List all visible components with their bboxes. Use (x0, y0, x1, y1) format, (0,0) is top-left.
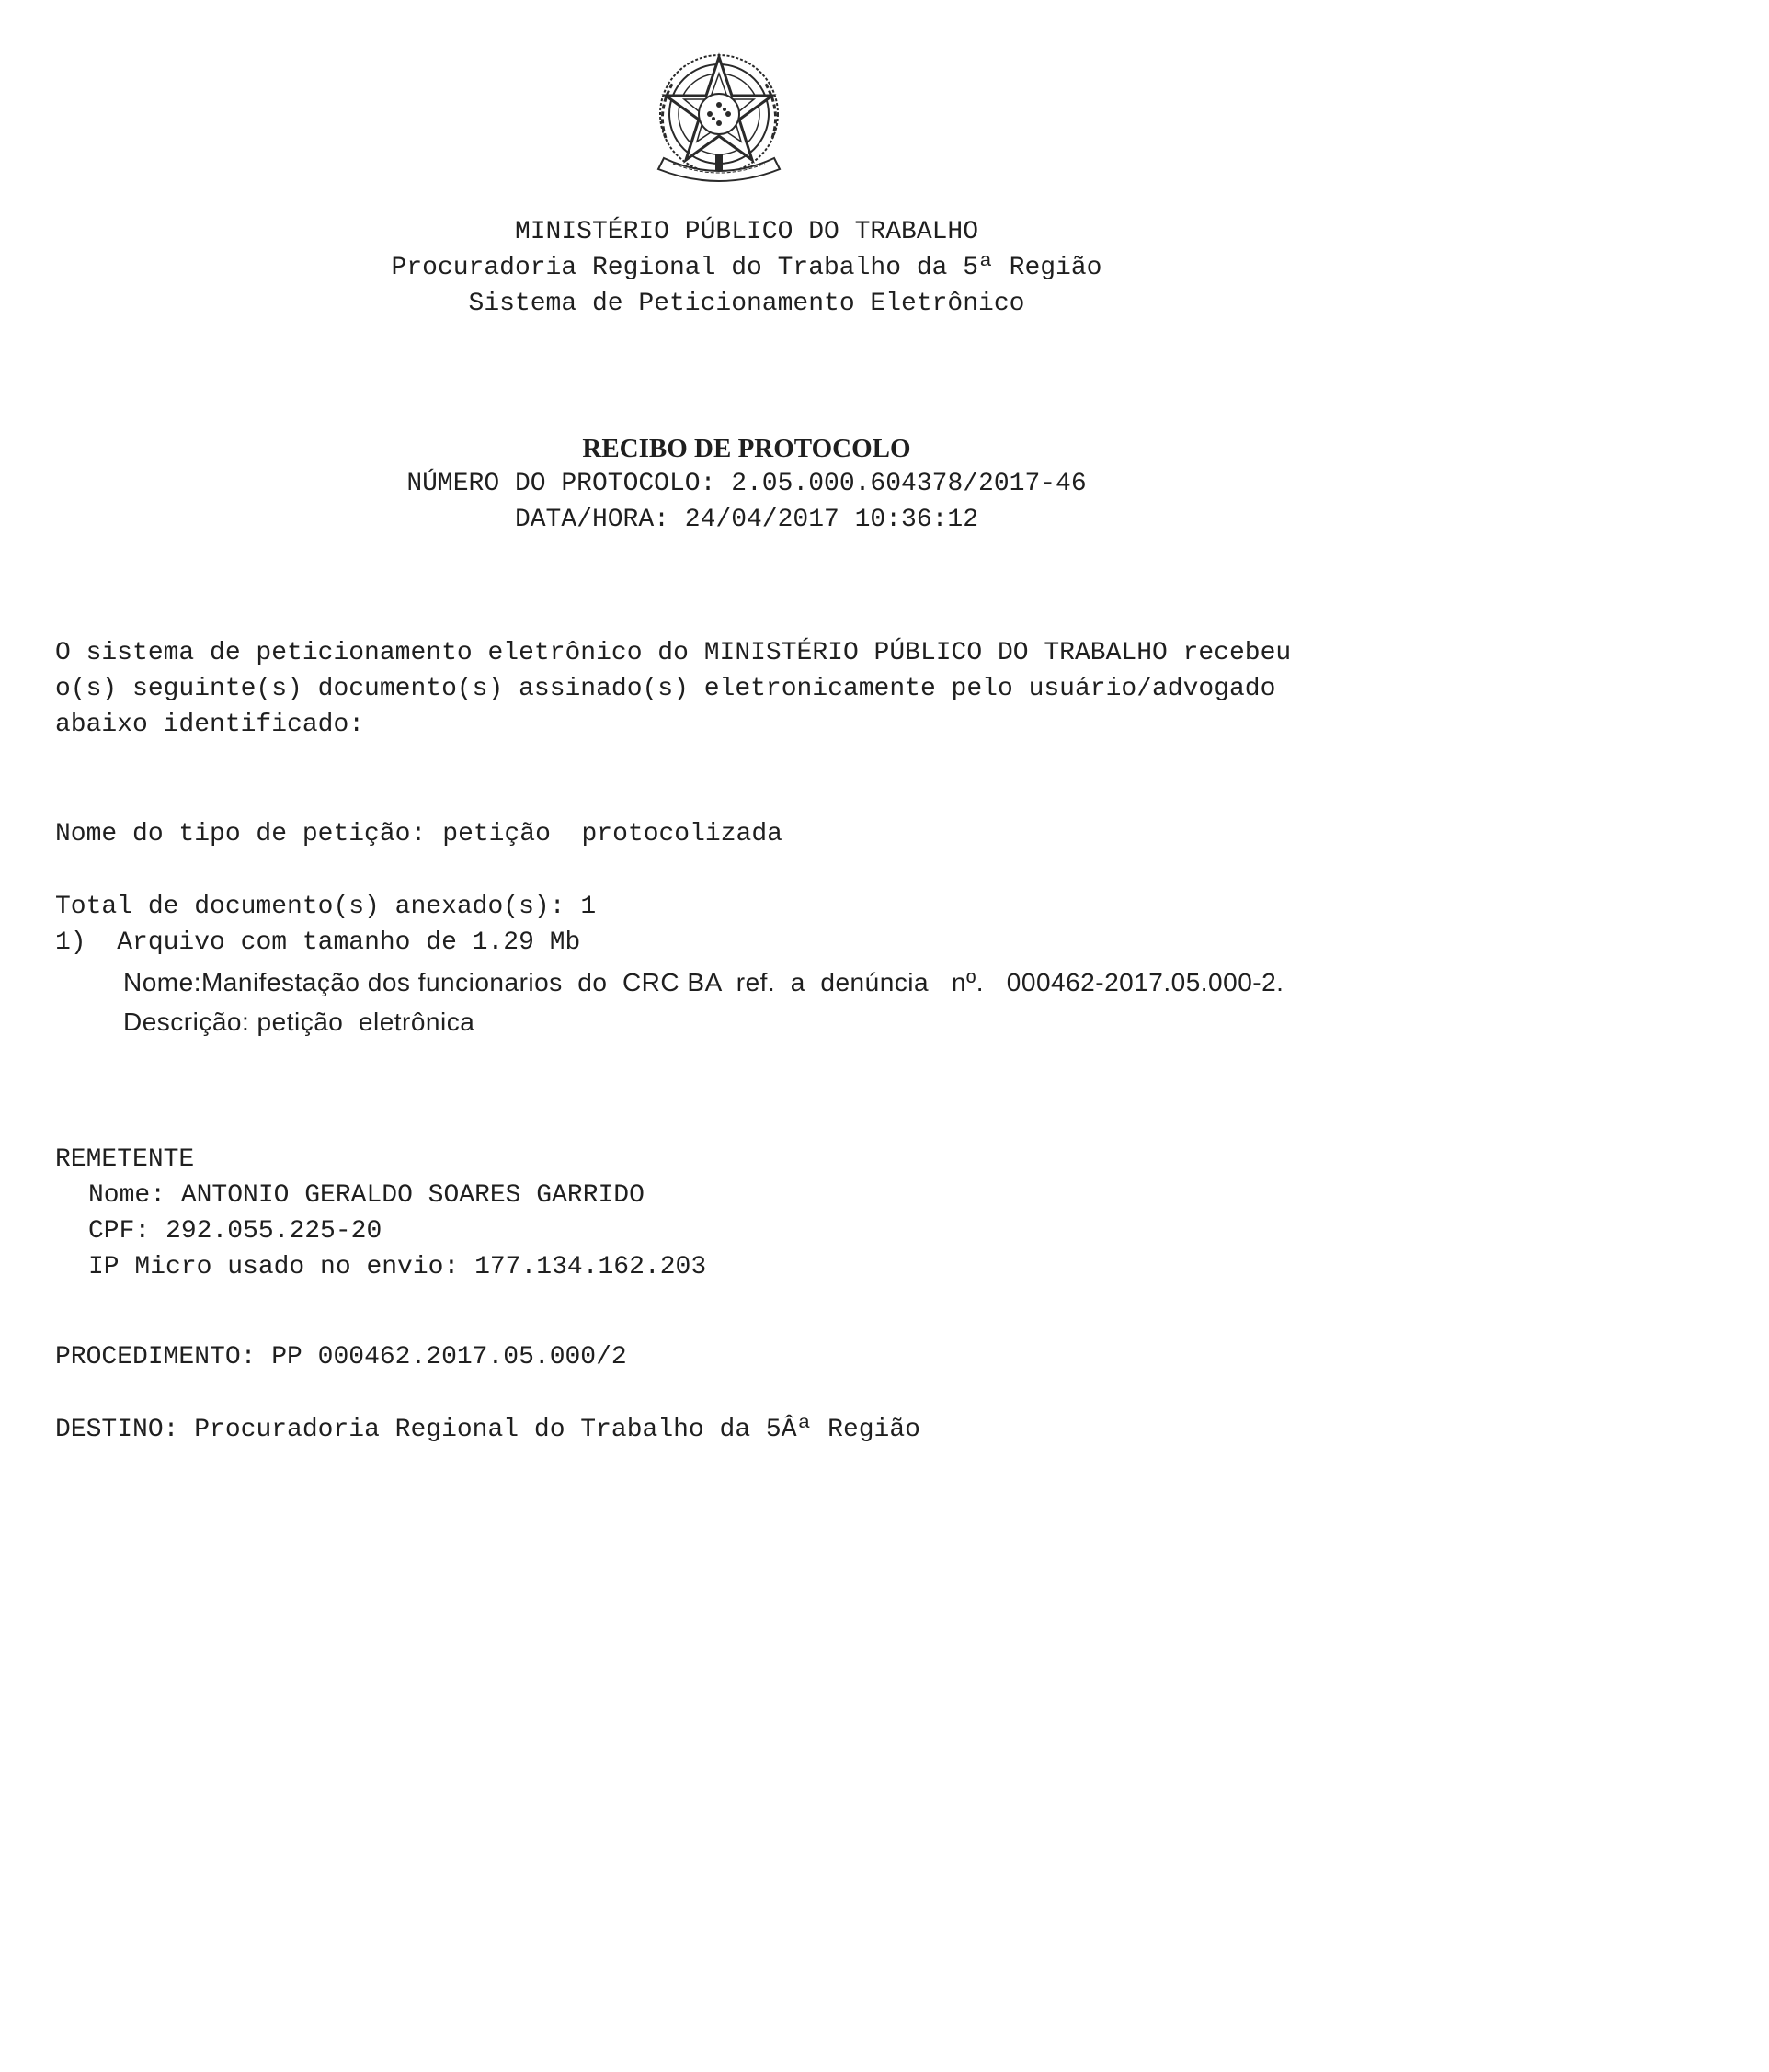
petition-type-label: Nome do tipo de petição: (55, 820, 427, 848)
sender-cpf-value: 292.055.225-20 (165, 1217, 382, 1246)
attachment-description-value: petição eletrônica (257, 1008, 475, 1036)
sender-name-value: ANTONIO GERALDO SOARES GARRIDO (180, 1181, 645, 1210)
protocol-number (0, 467, 1493, 502)
intro-line-2: o(s) seguinte(s) documento(s) assinado(s) eletronicamente pelo usuário/advogado (55, 675, 1276, 703)
header-system: Sistema de Peticionamento Eletrônico (468, 290, 1025, 318)
attachment-name (123, 965, 1284, 1000)
attachment-index: 1) (55, 928, 86, 957)
attachment-item (55, 926, 580, 961)
protocol-datetime (0, 503, 1493, 538)
brazil-coat-of-arms-icon (645, 46, 793, 193)
sender-ip-label: IP Micro usado no envio: (88, 1253, 460, 1281)
datetime-label: DATA/HORA: (514, 506, 669, 534)
petition-type (55, 817, 782, 852)
sender-ip-value: 177.134.162.203 (474, 1253, 707, 1281)
attachments-total (55, 890, 596, 925)
sender-heading: REMETENTE (55, 1145, 195, 1174)
destination-label: DESTINO: (55, 1416, 179, 1444)
destination-value: Procuradoria Regional do Trabalho da 5Âª Região (194, 1416, 920, 1444)
receipt-title: RECIBO DE PROTOCOLO (582, 434, 911, 463)
attachment-file-size: Arquivo com tamanho de 1.29 Mb (117, 928, 581, 957)
attachment-name-value: Manifestação dos funcionarios do CRC BA ref. a denúncia nº. 000462-2017.05.000-2. (200, 968, 1284, 996)
attachment-description-label: Descrição: (123, 1008, 250, 1036)
attachments-total-label: Total de documento(s) anexado(s): (55, 893, 565, 921)
procedure-label: PROCEDIMENTO: (55, 1343, 257, 1372)
attachments-total-value: 1 (580, 893, 597, 921)
sender-cpf-label: CPF: (88, 1217, 151, 1246)
attachment-name-label: Nome: (123, 968, 201, 996)
petition-type-value: petição protocolizada (442, 820, 782, 848)
protocol-label: NÚMERO DO PROTOCOLO: (406, 470, 716, 498)
sender-name (88, 1178, 645, 1213)
sender-name-label: Nome: (88, 1181, 166, 1210)
intro-line-3: abaixo identificado: (55, 711, 365, 739)
procedure (55, 1340, 627, 1375)
attachment-description (123, 1005, 474, 1040)
protocol-value: 2.05.000.604378/2017-46 (731, 470, 1087, 498)
sender-cpf (88, 1214, 382, 1249)
header-office: Procuradoria Regional do Trabalho da 5ª Região (391, 254, 1102, 282)
datetime-value: 24/04/2017 10:36:12 (684, 506, 979, 534)
intro-line-1: O sistema de peticionamento eletrônico do MINISTÉRIO PÚBLICO DO TRABALHO recebeu (55, 639, 1292, 667)
header-ministry: MINISTÉRIO PÚBLICO DO TRABALHO (514, 218, 979, 246)
sender-ip (88, 1250, 706, 1285)
procedure-value: PP 000462.2017.05.000/2 (271, 1343, 627, 1372)
destination (55, 1413, 920, 1448)
